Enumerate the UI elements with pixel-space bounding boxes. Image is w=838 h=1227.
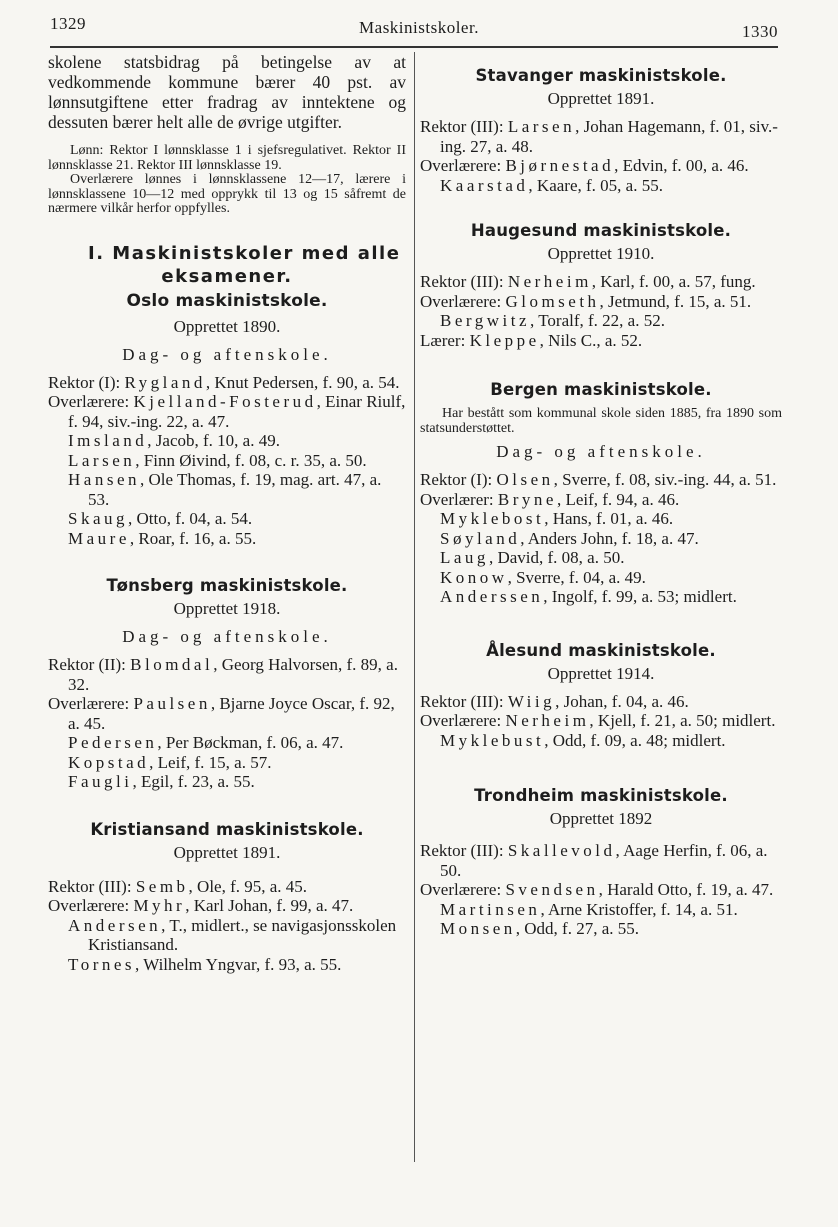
staff-surname: Kleppe [469, 330, 540, 350]
staff-surname: Pedersen [68, 733, 158, 752]
staff-details: , Bjarne Joyce Oscar, f. 92, a. 45. [68, 694, 395, 733]
staff-entry [48, 877, 406, 897]
staff-entry [420, 692, 782, 712]
section-title-line2: eksamener. [161, 265, 293, 287]
staff-entry [48, 431, 406, 451]
staff-details: , Georg Halvorsen, f. 89, a. 32. [68, 655, 398, 694]
staff-details: , Karl, f. 00, a. 57, fung. [591, 272, 756, 291]
staff-details: , David, f. 08, a. 50. [488, 548, 625, 567]
school-note: Har bestått som kommunal skole siden 1885, fra 1890 som statsunderstøttet. [420, 406, 782, 436]
school-haugesund [420, 221, 782, 350]
salary-note: Lønn: Rektor I lønnsklasse 1 i sjefsregulativet. Rektor II lønnsklasse 21. Rektor III lønnsklasse 19. [48, 143, 406, 173]
staff-entry [420, 731, 782, 751]
staff-entry [420, 176, 782, 196]
staff-role: Rektor (I): [420, 470, 497, 489]
staff-details: , Arne Kristoffer, f. 14, a. 51. [540, 899, 738, 919]
staff-entry [420, 900, 782, 920]
staff-surname: Andersen [68, 915, 162, 935]
staff-entry [48, 373, 406, 393]
staff-entry [420, 880, 782, 900]
staff-surname: Bergwitz [440, 311, 531, 330]
staff-role: Lærer: [420, 330, 470, 350]
staff-details: , Toralf, f. 22, a. 52. [530, 311, 665, 330]
staff-role: Rektor (I): [48, 372, 125, 392]
staff-role: Overlærere: [48, 896, 134, 915]
staff-surname: Tornes [68, 954, 136, 974]
staff-surname: Laug [440, 548, 489, 567]
school-kristiansand [48, 820, 406, 975]
staff-entry [48, 896, 406, 916]
staff-entry [48, 529, 406, 549]
school-founded: Opprettet 1891. [173, 842, 281, 862]
staff-surname: Larsen [68, 450, 136, 470]
staff-surname: Nerheim [505, 711, 590, 730]
school-stavanger [420, 66, 782, 195]
staff-surname: Søyland [440, 528, 521, 548]
staff-role: Rektor (III): [420, 272, 508, 291]
staff-entry [48, 955, 406, 975]
staff-surname: Olsen [496, 470, 554, 489]
staff-entry [420, 568, 782, 588]
staff-details: , Knut Pedersen, f. 90, a. 54. [205, 372, 400, 392]
staff-details: , Jetmund, f. 15, a. 51. [599, 291, 752, 311]
staff-role: Overlærere: [48, 392, 134, 411]
staff-details: , Ole, f. 95, a. 45. [188, 876, 308, 896]
staff-role: Overlærer: [420, 489, 498, 509]
staff-role: Overlærere: [420, 711, 506, 730]
staff-surname: Hansen [68, 470, 140, 489]
school-founded: Opprettet 1890. [173, 316, 281, 336]
staff-details: , Johan Hagemann, f. 01, siv.-ing. 27, a. 48. [440, 117, 778, 156]
staff-details: , Otto, f. 04, a. 54. [128, 509, 253, 528]
staff-entry [420, 272, 782, 292]
staff-role: Rektor (III): [420, 691, 508, 711]
staff-entry [420, 587, 782, 607]
staff-entry [420, 711, 782, 731]
school-title: Bergen maskinistskole. [490, 380, 712, 399]
staff-role: Rektor (III): [48, 876, 136, 896]
page-number-left: 1329 [50, 14, 86, 33]
school-title: Oslo maskinistskole. [126, 290, 328, 311]
staff-entry [48, 772, 406, 792]
intro-paragraph: skolene statsbidrag på betingelse av at vedkommende kommune bærer 40 pst. av lønnsutgiftene etter fradrag av inntektene og dessuten bærer helt alle de øvrige utgifter. [48, 52, 406, 132]
staff-details: , Harald Otto, f. 19, a. 47. [598, 880, 774, 899]
staff-entry [420, 311, 782, 331]
staff-surname: Skaug [68, 509, 128, 528]
staff-entry [420, 117, 782, 156]
staff-entry [48, 655, 406, 694]
staff-surname: Martinsen [440, 899, 541, 919]
staff-role: Overlærere: [420, 156, 506, 175]
staff-details: , Kjell, f. 21, a. 50; midlert. [589, 711, 776, 730]
staff-surname: Myhr [133, 896, 186, 915]
staff-entry [420, 509, 782, 529]
staff-surname: Blomdal [130, 655, 214, 674]
staff-surname: Paulsen [133, 694, 211, 713]
staff-entry [420, 529, 782, 549]
staff-details: , Wilhelm Yngvar, f. 93, a. 55. [135, 954, 342, 974]
staff-entry [48, 916, 406, 955]
staff-details: , Hans, f. 01, a. 46. [544, 509, 674, 528]
school-founded: Opprettet 1910. [547, 244, 655, 263]
staff-details: , Einar Riulf, f. 94, siv.-ing. 22, a. 47. [68, 392, 406, 431]
staff-surname: Wiig [507, 691, 556, 711]
staff-surname: Kjelland-Fosterud [133, 392, 317, 411]
left-column [48, 50, 406, 974]
school-tonsberg [48, 576, 406, 792]
staff-entry [420, 490, 782, 510]
school-title: Haugesund maskinistskole. [470, 221, 732, 240]
staff-entry [420, 331, 782, 351]
staff-surname: Imsland [68, 431, 148, 450]
staff-entry [48, 392, 406, 431]
right-column [420, 50, 782, 939]
staff-surname: Maure [68, 528, 130, 548]
staff-details: , Karl Johan, f. 99, a. 47. [185, 896, 354, 915]
staff-entry [420, 548, 782, 568]
staff-entry [48, 470, 406, 509]
staff-entry [420, 470, 782, 490]
section-title-line1: I. Maskinistskoler med alle [88, 242, 401, 264]
staff-details: , Anders John, f. 18, a. 47. [520, 528, 699, 548]
staff-details: , Per Bøckman, f. 06, a. 47. [157, 733, 344, 752]
school-alesund [420, 641, 782, 751]
school-trondheim [420, 786, 782, 939]
school-title: Trondheim maskinistskole. [474, 786, 728, 805]
staff-details: , Jacob, f. 10, a. 49. [147, 431, 280, 450]
staff-role: Overlærere: [420, 880, 506, 899]
staff-surname: Monsen [440, 919, 516, 938]
school-founded: Opprettet 1918. [173, 599, 281, 618]
staff-surname: Larsen [507, 117, 576, 136]
school-type: Dag- og aftenskole. [122, 627, 332, 646]
staff-surname: Skallevold [507, 841, 616, 860]
staff-surname: Semb [135, 876, 189, 896]
staff-surname: Kopstad [68, 752, 150, 772]
staff-entry [48, 509, 406, 529]
staff-surname: Glomseth [505, 291, 600, 311]
staff-details: , Egil, f. 23, a. 55. [132, 772, 255, 791]
school-founded: Opprettet 1892 [549, 809, 653, 828]
school-title: Ålesund maskinistskole. [486, 640, 716, 660]
staff-entry [420, 919, 782, 939]
school-oslo [48, 291, 406, 549]
staff-details: , Leif, f. 15, a. 57. [149, 752, 272, 772]
staff-details: , Aage Herfin, f. 06, a. 50. [440, 841, 768, 880]
staff-details: , Nils C., a. 52. [539, 330, 643, 350]
staff-entry [48, 733, 406, 753]
staff-surname: Nerheim [507, 272, 592, 291]
school-title: Stavanger maskinistskole. [475, 66, 727, 85]
running-title: Maskinistskoler. [359, 18, 479, 37]
staff-surname: Anderssen [440, 587, 544, 606]
school-founded: Opprettet 1914. [547, 663, 655, 683]
staff-entry [48, 451, 406, 471]
staff-role: Rektor (III): [420, 841, 508, 860]
staff-surname: Myklebost [440, 509, 545, 528]
staff-surname: Bjørnestad [505, 156, 615, 175]
school-bergen [420, 380, 782, 607]
staff-details: , Roar, f. 16, a. 55. [129, 528, 257, 548]
school-founded: Opprettet 1891. [547, 89, 655, 108]
page-number-right: 1330 [742, 22, 778, 41]
staff-details: , Edvin, f. 00, a. 46. [614, 156, 749, 175]
staff-role: Overlærere: [420, 291, 506, 311]
staff-surname: Bryne [497, 489, 557, 509]
staff-surname: Kaarstad [440, 175, 529, 195]
school-type: Dag- og aftenskole. [122, 344, 332, 364]
staff-entry [420, 841, 782, 880]
senior-teacher-note: Overlærere lønnes i lønnsklassene 12—17, lærere i lønnsklassene 10—12 med opprykk til 13 og 15 såfremt de nærmere vilkår herfor oppfylles. [48, 172, 406, 216]
staff-details: , T., midlert., se navigasjonsskolen Kristiansand. [88, 915, 397, 954]
staff-details: , Ole Thomas, f. 19, mag. art. 47, a. 53. [88, 470, 382, 509]
school-type: Dag- og aftenskole. [496, 442, 706, 461]
staff-details: , Kaare, f. 05, a. 55. [528, 175, 663, 195]
column-divider [414, 52, 415, 1162]
staff-surname: Rygland [124, 372, 206, 392]
school-title: Tønsberg maskinistskole. [106, 576, 348, 595]
staff-entry [420, 292, 782, 312]
staff-role: Rektor (II): [48, 655, 131, 674]
staff-surname: Faugli [68, 772, 133, 791]
staff-entry [48, 753, 406, 773]
staff-surname: Konow [440, 567, 508, 587]
staff-details: , Sverre, f. 04, a. 49. [507, 567, 646, 587]
staff-details: , Leif, f. 94, a. 46. [556, 489, 680, 509]
staff-details: , Odd, f. 27, a. 55. [515, 919, 640, 938]
staff-surname: Svendsen [505, 880, 599, 899]
staff-details: , Ingolf, f. 99, a. 53; midlert. [543, 587, 737, 606]
staff-entry [420, 156, 782, 176]
staff-role: Overlærere: [48, 694, 134, 713]
staff-entry [48, 694, 406, 733]
staff-details: , Finn Øivind, f. 08, c. r. 35, a. 50. [135, 450, 367, 470]
staff-details: , Odd, f. 09, a. 48; midlert. [544, 730, 726, 750]
school-title: Kristiansand maskinistskole. [90, 819, 364, 839]
staff-details: , Sverre, f. 08, siv.-ing. 44, a. 51. [553, 470, 777, 489]
staff-details: , Johan, f. 04, a. 46. [555, 691, 689, 711]
header-rule [50, 46, 778, 48]
staff-surname: Myklebust [440, 730, 545, 750]
staff-role: Rektor (III): [420, 117, 508, 136]
